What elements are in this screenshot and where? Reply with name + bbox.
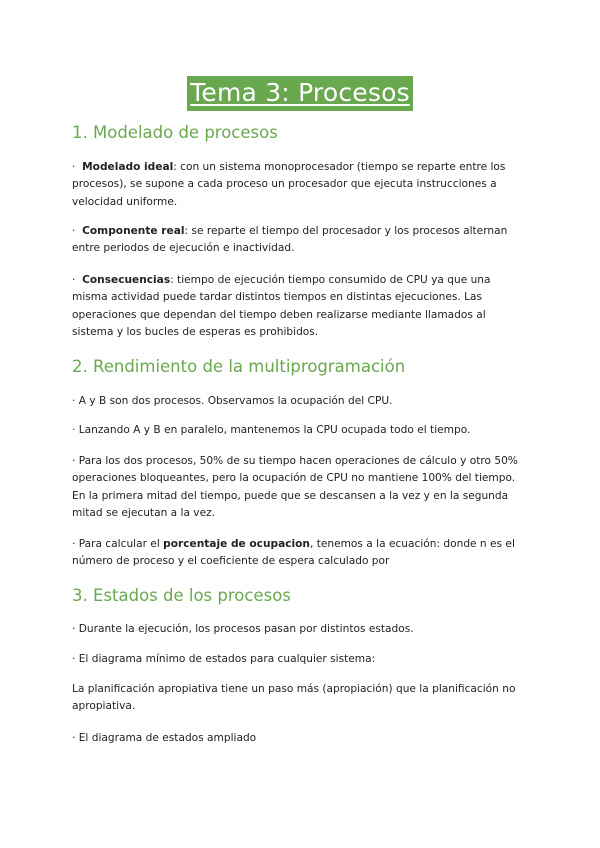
- paragraph-text: : con un sistema monoprocesador (tiempo se reparte entre los procesos), se supone a cada proceso un procesador que ejecuta instrucciones a velocidad uniforme.: [72, 161, 506, 208]
- term-componente-real: Componente real: [82, 225, 185, 237]
- paragraph-text: : se reparte el tiempo del procesador y los procesos alternan entre periodos de ejecución e inactividad.: [72, 225, 508, 255]
- term-modelado-ideal: Modelado ideal: [82, 161, 174, 173]
- paragraph-diagrama-ampliado: · El diagrama de estados ampliado: [72, 732, 257, 744]
- paragraph-text: : tiempo de ejecución tiempo consumido de CPU ya que una misma actividad puede tardar distintos tiempos en distintas ejecuciones. Las operaciones que dependan del tiempo deben realizarse mediante llamados al sistema y los bucles de esperas es prohibidos.: [72, 274, 491, 339]
- paragraph-porcentaje: [72, 536, 527, 571]
- paragraph-text: , tenemos a la ecuación: donde n es el número de proceso y el coeficiente de espera calculado por: [72, 538, 515, 568]
- paragraph-procesos-ab: · A y B son dos procesos. Observamos la ocupación del CPU.: [72, 395, 393, 407]
- paragraph-diagrama-minimo: · El diagrama mínimo de estados para cualquier sistema:: [72, 653, 376, 665]
- paragraph-durante: · Durante la ejecución, los procesos pasan por distintos estados.: [72, 623, 414, 635]
- title-container: [0, 76, 600, 111]
- section-heading-2: 2. Rendimiento de la multiprogramación: [72, 357, 406, 376]
- section-heading-3: 3. Estados de los procesos: [72, 586, 291, 605]
- paragraph-paralelo: · Lanzando A y B en paralelo, mantenemos la CPU ocupada todo el tiempo.: [72, 424, 471, 436]
- term-consecuencias: Consecuencias: [82, 274, 171, 286]
- section-heading-1: 1. Modelado de procesos: [72, 123, 278, 142]
- page-title: Tema 3: Procesos: [187, 76, 413, 111]
- bullet: ·: [72, 274, 76, 286]
- bullet: ·: [72, 225, 76, 237]
- term-porcentaje-ocupacion: porcentaje de ocupacion: [163, 538, 310, 550]
- paragraph-componente-real: [72, 223, 527, 258]
- paragraph-planificacion: La planificación apropiativa tiene un paso más (apropiación) que la planificación no apropiativa.: [72, 683, 516, 713]
- paragraph-consecuencias: [72, 272, 527, 342]
- paragraph-text-pre: · Para calcular el: [72, 538, 164, 550]
- bullet: ·: [72, 161, 76, 173]
- paragraph-ocupacion: · Para los dos procesos, 50% de su tiempo hacen operaciones de cálculo y otro 50% operaciones bloqueantes, pero la ocupación de CPU no mantiene 100% del tiempo. En la primera mitad del tiempo, puede que se descansen a la vez y en la segunda mitad se ejecutan a la vez.: [72, 455, 518, 520]
- paragraph-modelado-ideal: [72, 159, 527, 211]
